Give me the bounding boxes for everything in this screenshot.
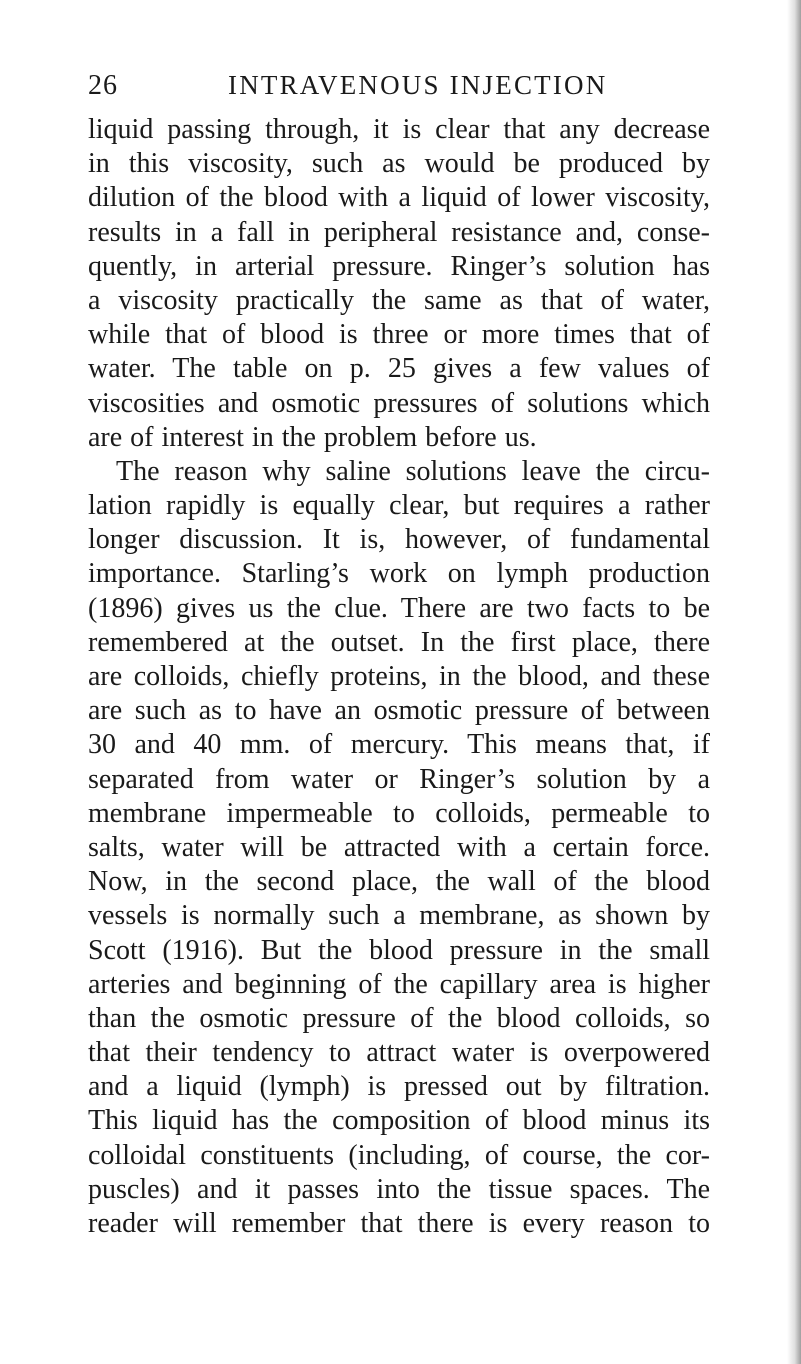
text-line: results in a fall in peripheral resistance and, conse-: [88, 216, 710, 248]
text-line: The reason why saline solutions leave the circu-: [116, 455, 710, 487]
text-line: than the osmotic pressure of the blood colloids, so: [88, 1002, 710, 1034]
text-line: liquid passing through, it is clear that any decrease: [88, 114, 710, 145]
text-line: are such as to have an osmotic pressure of between: [88, 695, 710, 727]
text-line: salts, water will be attracted with a certain force.: [88, 831, 710, 863]
text-line: separated from water or Ringer’s solution by a: [88, 763, 710, 795]
text-line: importance. Starling’s work on lymph production: [88, 558, 710, 590]
running-title: INTRAVENOUS INJECTION: [228, 70, 608, 100]
text-line: and a liquid (lymph) is pressed out by filtration.: [88, 1071, 710, 1103]
text-line: are colloids, chiefly proteins, in the blood, and these: [88, 661, 710, 692]
text-line: longer discussion. It is, however, of fundamental: [88, 524, 710, 556]
text-line: lation rapidly is equally clear, but requires a rather: [88, 490, 710, 522]
text-line: dilution of the blood with a liquid of lower viscosity,: [88, 182, 710, 214]
text-line: while that of blood is three or more times that of: [88, 319, 710, 351]
text-line: remembered at the outset. In the first place, there: [88, 626, 710, 658]
text-line: Scott (1916). But the blood pressure in the small: [88, 934, 710, 966]
text-line: This liquid has the composition of blood minus its: [88, 1105, 710, 1137]
text-line: viscosities and osmotic pressures of solutions which: [88, 387, 710, 419]
text-line: in this viscosity, such as would be produced by: [88, 148, 710, 180]
text-line: arteries and beginning of the capillary area is higher: [88, 968, 710, 1000]
page-number: 26: [88, 70, 118, 101]
text-line: reader will remember that there is every reason to: [88, 1208, 710, 1239]
text-line: (1896) gives us the clue. There are two facts to be: [88, 592, 710, 624]
text-line: quently, in arterial pressure. Ringer’s solution has: [88, 250, 710, 282]
running-head: [88, 70, 710, 110]
text-line: Now, in the second place, the wall of the blood: [88, 866, 710, 898]
text-line: a viscosity practically the same as that of water,: [88, 284, 710, 316]
text-line: are of interest in the problem before us.: [88, 421, 537, 453]
page-edge-shadow: [787, 0, 801, 1364]
body-text: [88, 113, 710, 1241]
text-line: vessels is normally such a membrane, as shown by: [88, 900, 710, 932]
text-line: membrane impermeable to colloids, permeable to: [88, 797, 710, 829]
text-line: puscles) and it passes into the tissue spaces. The: [88, 1173, 710, 1205]
text-line: water. The table on p. 25 gives a few values of: [88, 353, 710, 385]
text-line: that their tendency to attract water is overpowered: [88, 1037, 710, 1069]
text-line: colloidal constituents (including, of course, the cor-: [88, 1139, 710, 1171]
text-line: 30 and 40 mm. of mercury. This means that, if: [88, 729, 710, 761]
